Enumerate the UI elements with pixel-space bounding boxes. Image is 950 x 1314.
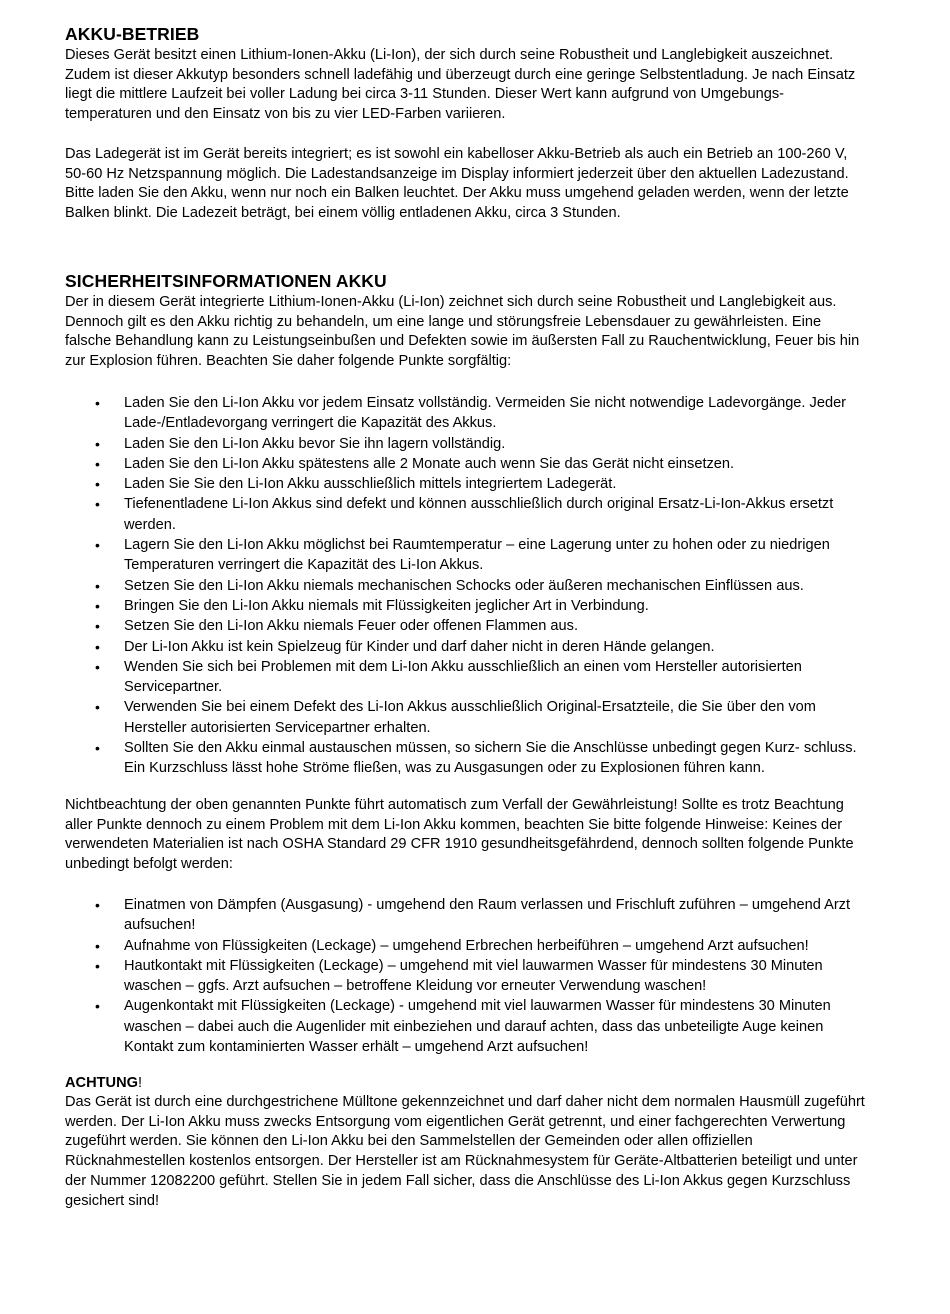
- bullet-icon: •: [95, 537, 100, 554]
- bullet-icon: •: [95, 395, 100, 411]
- list-item: • Einatmen von Dämpfen (Ausgasung) - umgehend den Raum verlassen und Frischluft zuführen – umgehend Arzt aufsuchen!: [95, 897, 851, 934]
- akku-betrieb-paragraph-1: Dieses Gerät besitzt einen Lithium-Ionen-Akku (Li-Ion), der sich durch seine Robustheit und Langlebigkeit auszeichnet. Zudem ist dieser Akkutyp besonders schnell ladefähig und überzeugt durch eine geringe Selbstentladung. Je nach Einsatz liegt die mittlere Laufzeit bei voller Ladung bei circa 3-11 Stunden. Dieser Wert kann aufgrund von Umgebungs- temperaturen und den Einsatz von bis zu vier LED-Farben variieren.: [65, 47, 856, 123]
- list-item: • Lagern Sie den Li-Ion Akku möglichst bei Raumtemperatur – eine Lagerung unter zu hohen oder zu niedrigen Temperaturen verringert die Kapazität des Li-Ion Akkus.: [95, 537, 830, 574]
- bullet-icon: •: [95, 455, 100, 472]
- safety-intro-paragraph: Der in diesem Gerät integrierte Lithium-Ionen-Akku (Li-Ion) zeichnet sich durch seine Robustheit und Langlebigkeit aus. Dennoch gilt es den Akku richtig zu behandeln, um eine lange und störungsfreie Lebensdauer zu gewährleisten. Eine falsche Behandlung kann zu Leistungseinbußen und Defekten sowie im äußersten Fall zu Rauchentwicklung, Feuer bis hin zur Explosion führen. Beachten Sie daher folgende Punkte sorgfältig:: [65, 294, 860, 370]
- list-item: • Augenkontakt mit Flüssigkeiten (Leckage) - umgehend mit viel lauwarmen Wasser für mindestens 30 Minuten waschen – dabei auch die Augenlider mit einbeziehen und darauf achten, dass das unbeteiligte Auge keinen Kontakt zum kontaminierten Wasser erhält – umgehend Arzt aufsuchen!: [95, 998, 831, 1056]
- bullet-icon: •: [95, 435, 100, 452]
- bullet-icon: •: [95, 957, 100, 974]
- bullet-icon: •: [95, 699, 100, 716]
- list-item: • Der Li-Ion Akku ist kein Spielzeug für Kinder und darf daher nicht in deren Hände gelangen.: [65, 637, 865, 657]
- first-aid-list: [65, 895, 865, 1057]
- achtung-heading: [65, 1074, 865, 1094]
- list-item: • Verwenden Sie bei einem Defekt des Li-Ion Akkus ausschließlich Original-Ersatzteile, die Sie über den vom Hersteller autorisierten Servicepartner erhalten.: [95, 699, 816, 736]
- achtung-mark: !: [137, 1075, 143, 1091]
- bullet-icon: •: [95, 496, 100, 513]
- section-title-sicherheitsinformationen: SICHERHEITSINFORMATIONEN AKKU: [65, 271, 387, 291]
- safety-bullet-list: [65, 393, 865, 779]
- list-item: • Laden Sie den Li-Ion Akku spätestens alle 2 Monate auch wenn Sie das Gerät nicht einsetzen.: [65, 454, 865, 474]
- list-item: • Laden Sie den Li-Ion Akku vor jedem Einsatz vollständig. Vermeiden Sie nicht notwendige Ladevorgänge. Jeder Lade-/Entladevorgang verringert die Kapazität des Akkus.: [95, 395, 847, 432]
- bullet-icon: •: [95, 998, 100, 1015]
- list-item: • Sollten Sie den Akku einmal austauschen müssen, so sichern Sie die Anschlüsse unbedingt gegen Kurz- schluss. Ein Kurzschluss lässt hohe Ströme fließen, was zu Ausgasungen oder zu Explosionen führen kann.: [95, 740, 857, 777]
- list-item: • Setzen Sie den Li-Ion Akku niemals Feuer oder offenen Flammen aus.: [65, 616, 865, 636]
- bullet-icon: •: [95, 476, 100, 493]
- bullet-icon: •: [95, 937, 100, 954]
- bullet-icon: •: [95, 658, 100, 675]
- warranty-warning-paragraph: Nichtbeachtung der oben genannten Punkte führt automatisch zum Verfall der Gewährleistung! Sollte es trotz Beachtung aller Punkte dennoch zu einem Problem mit dem Li-Ion Akku kommen, beachten Sie bitte folgende Hinweise: Keines der verwendeten Materialien ist nach OSHA Standard 29 CFR 1910 gesundheitsgefährdend, dennoch sollten folgende Punkte unbedingt befolgt werden:: [65, 797, 854, 873]
- list-item: • Laden Sie Sie den Li-Ion Akku ausschließlich mittels integriertem Ladegerät.: [65, 474, 865, 494]
- bullet-icon: •: [95, 638, 100, 655]
- list-item: • Tiefenentladene Li-Ion Akkus sind defekt und können ausschließlich durch original Ersatz-Li-Ion-Akkus ersetzt werden.: [95, 496, 834, 533]
- bullet-icon: •: [95, 577, 100, 594]
- list-item: • Setzen Sie den Li-Ion Akku niemals mechanischen Schocks oder äußeren mechanischen Einflüssen aus.: [65, 576, 865, 596]
- list-item: • Bringen Sie den Li-Ion Akku niemals mit Flüssigkeiten jeglicher Art in Verbindung.: [65, 596, 865, 616]
- akku-betrieb-paragraph-2: Das Ladegerät ist im Gerät bereits integriert; es ist sowohl ein kabelloser Akku-Betrieb als auch ein Betrieb an 100-260 V, 50-60 Hz Netzspannung möglich. Die Ladestandsanzeige im Display informiert jederzeit über den aktuellen Ladezustand. Bitte laden Sie den Akku, wenn nur noch ein Balken leuchtet. Der Akku muss umgehend geladen werden, wenn der letzte Balken blinkt. Die Ladezeit beträgt, bei einem völlig entladenen Akku, circa 3 Stunden.: [65, 146, 849, 222]
- bullet-icon: •: [95, 897, 100, 913]
- list-item: • Aufnahme von Flüssigkeiten (Leckage) – umgehend Erbrechen herbeiführen – umgehend Arzt aufsuchen!: [65, 936, 865, 956]
- bullet-icon: •: [95, 618, 100, 635]
- section-title-akku-betrieb: AKKU-BETRIEB: [65, 24, 200, 44]
- list-item: • Laden Sie den Li-Ion Akku bevor Sie ihn lagern vollständig.: [65, 434, 865, 454]
- achtung-paragraph: Das Gerät ist durch eine durchgestrichene Mülltone gekennzeichnet und darf daher nicht dem normalen Hausmüll zugeführt werden. Der Li-Ion Akku muss zwecks Entsorgung vom eigentlichen Gerät getrennt, und einer fachgerechten Verwertung zugeführt werden. Sie können den Li-Ion Akku bei den Sammelstellen der Gemeinden oder allen offiziellen Rücknahmestellen kostenlos entsorgen. Der Hersteller ist am Rücknahmesystem für Geräte-Altbatterien beteiligt und unter der Nummer 12082200 geführt. Stellen Sie in jedem Fall sicher, dass die Anschlüsse des Li-Ion Akkus gegen Kurzschluss gesichert sind!: [65, 1094, 865, 1209]
- bullet-icon: •: [95, 597, 100, 614]
- achtung-label: ACHTUNG: [65, 1075, 138, 1091]
- list-item: • Wenden Sie sich bei Problemen mit dem Li-Ion Akku ausschließlich an einen vom Hersteller autorisierten Servicepartner.: [95, 658, 802, 696]
- list-item: • Hautkontakt mit Flüssigkeiten (Leckage) – umgehend mit viel lauwarmen Wasser für mindestens 30 Minuten waschen – ggfs. Arzt aufsuchen – betroffene Kleidung vor erneuter Verwendung waschen!: [95, 957, 823, 995]
- bullet-icon: •: [95, 740, 100, 757]
